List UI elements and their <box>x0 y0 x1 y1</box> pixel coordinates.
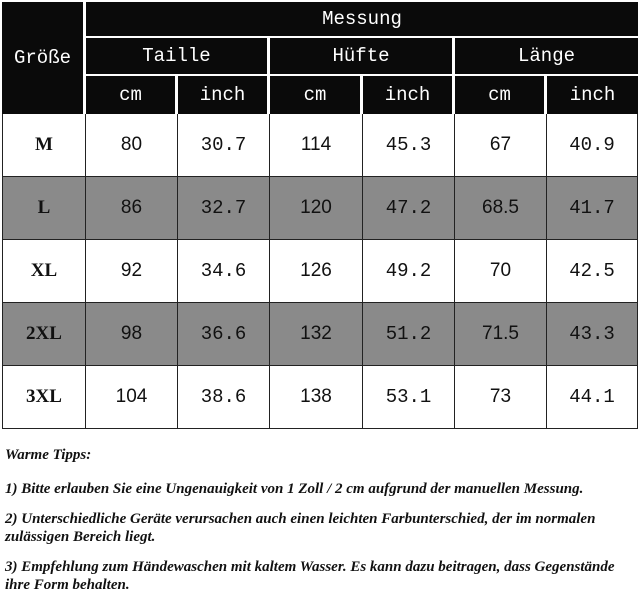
value-cell: 98 <box>86 303 178 366</box>
value-cell: 68.5 <box>455 177 547 240</box>
value-cell: 120 <box>270 177 363 240</box>
unit-header <box>363 76 452 114</box>
value-cell: 44.1 <box>547 366 638 429</box>
value-cell: 70 <box>455 240 547 303</box>
note-item: 1) Bitte erlauben Sie eine Ungenauigkeit von 1 Zoll / 2 cm aufgrund der manuellen Messung. <box>5 481 584 497</box>
value-cell: 92 <box>86 240 178 303</box>
value-cell: 71.5 <box>455 303 547 366</box>
value-cell: 138 <box>270 366 363 429</box>
unit-label: cm <box>488 84 511 106</box>
measure-header <box>86 2 638 36</box>
value-cell: 53.1 <box>363 366 455 429</box>
value-cell: 32.7 <box>178 177 270 240</box>
value-cell: 38.6 <box>178 366 270 429</box>
group-label: Taille <box>142 45 211 67</box>
unit-label: inch <box>199 84 246 106</box>
value-cell: 114 <box>270 114 363 177</box>
group-header-laenge <box>455 38 638 74</box>
notes-title: Warme Tipps: <box>5 447 92 463</box>
unit-header <box>86 76 175 114</box>
size-cell: M <box>2 114 86 177</box>
value-cell: 41.7 <box>547 177 638 240</box>
group-header-taille <box>86 38 267 74</box>
measure-header-label: Messung <box>322 8 402 30</box>
value-cell: 86 <box>86 177 178 240</box>
size-cell: XL <box>2 240 86 303</box>
unit-header <box>270 76 360 114</box>
notes-section <box>5 446 637 594</box>
value-cell: 126 <box>270 240 363 303</box>
value-cell: 30.7 <box>178 114 270 177</box>
value-cell: 80 <box>86 114 178 177</box>
size-header-label: Größe <box>13 47 71 69</box>
note-item: 3) Empfehlung zum Händewaschen mit kaltem Wasser. Es kann dazu beitragen, dass Gegenstände ihre Form behalten. <box>5 559 615 593</box>
group-label: Länge <box>517 45 575 67</box>
unit-header <box>547 76 638 114</box>
value-cell: 43.3 <box>547 303 638 366</box>
value-cell: 104 <box>86 366 178 429</box>
value-cell: 73 <box>455 366 547 429</box>
value-cell: 49.2 <box>363 240 455 303</box>
size-cell: 2XL <box>2 303 86 366</box>
unit-header <box>455 76 544 114</box>
value-cell: 45.3 <box>363 114 455 177</box>
group-header-huefte <box>270 38 452 74</box>
value-cell: 36.6 <box>178 303 270 366</box>
size-header <box>2 2 83 114</box>
unit-label: cm <box>119 84 142 106</box>
value-cell: 42.5 <box>547 240 638 303</box>
value-cell: 51.2 <box>363 303 455 366</box>
value-cell: 34.6 <box>178 240 270 303</box>
value-cell: 47.2 <box>363 177 455 240</box>
size-cell: L <box>2 177 86 240</box>
unit-label: inch <box>384 84 431 106</box>
value-cell: 40.9 <box>547 114 638 177</box>
unit-label: cm <box>303 84 327 106</box>
value-cell: 132 <box>270 303 363 366</box>
unit-label: inch <box>569 84 616 106</box>
unit-header <box>178 76 267 114</box>
note-item: 2) Unterschiedliche Geräte verursachen auch einen leichten Farbunterschied, der im normalen zulässigen Bereich liegt. <box>5 511 596 545</box>
size-cell: 3XL <box>2 366 86 429</box>
value-cell: 67 <box>455 114 547 177</box>
group-label: Hüfte <box>332 45 390 67</box>
